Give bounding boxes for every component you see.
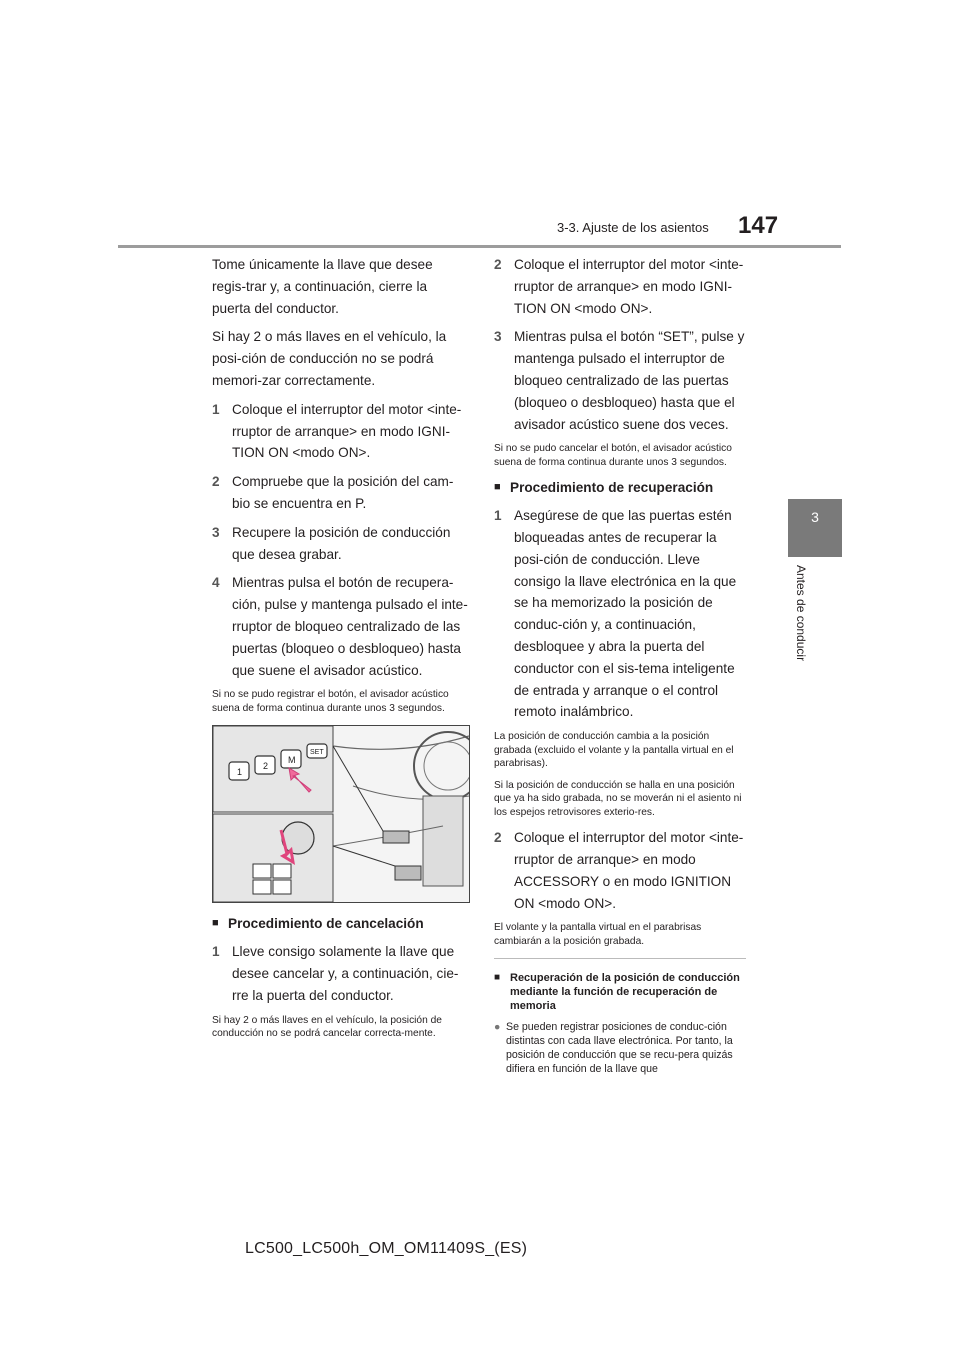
chapter-number: 3 [811, 509, 819, 525]
heading-text: Procedimiento de recuperación [510, 480, 714, 496]
heading-text: Recuperación de la posición de conducción mediante la función de recuperación de memoria [510, 972, 740, 1013]
step-number: 2 [494, 830, 502, 846]
step-text: Mientras pulsa el botón “SET”, pulse y mantenga pulsado el interruptor de bloqueo centralizado de las puertas (bloqueo o desbloqueo) hasta que el avisador acústico suene dos veces. [514, 329, 745, 432]
step-text: Coloque el interruptor del motor <inte-rruptor de arranque> en modo IGNI-TION ON <modo ON>. [232, 401, 462, 461]
page-number: 147 [738, 212, 779, 239]
step-number: 1 [494, 508, 502, 524]
section-divider [494, 958, 746, 959]
bullet-item [494, 1021, 746, 1076]
square-bullet-icon: ■ [494, 481, 501, 494]
memory-button-1-label: 1 [237, 767, 243, 778]
memory-button-2-label: 2 [263, 761, 269, 772]
note: La posición de conducción cambia a la posición grabada (excluido el volante y la pantalla virtual en el parabrisas). [494, 731, 734, 770]
bullet-text: Se pueden registrar posiciones de conduc-ción distintas con cada llave electrónica. Por tanto, la posición de conducción que se recu-pera quizás difiera en función de la llave que [506, 1021, 733, 1075]
step-number: 4 [212, 575, 220, 591]
note: Si hay 2 o más llaves en el vehículo, la posición de conducción no se podrá cancelar correcta-mente. [212, 1014, 442, 1040]
memory-heading [494, 971, 746, 1013]
paragraph: Tome únicamente la llave que desee regis-trar y, a continuación, cierre la puerta del conductor. [212, 257, 433, 316]
step-number: 2 [212, 474, 220, 490]
set-label: SET [310, 749, 324, 757]
square-bullet-icon: ■ [212, 917, 219, 930]
step [212, 941, 468, 1006]
chapter-label: Antes de conducir [794, 565, 808, 662]
step [494, 326, 746, 435]
step [212, 522, 468, 566]
square-bullet-icon: ■ [494, 972, 501, 984]
right-column [494, 254, 746, 1077]
step-text: Coloque el interruptor del motor <inte-rruptor de arranque> en modo ACCESSORY o en modo IGNITION ON <modo ON>. [514, 830, 744, 911]
illustration [213, 726, 469, 902]
step-text: Compruebe que la posición del cam-bio se encuentra en P. [232, 474, 454, 511]
note: Si no se pudo registrar el botón, el avisador acústico suena de forma continua durante unos 3 segundos. [212, 689, 449, 714]
paragraph: Si hay 2 o más llaves en el vehículo, la posi-ción de conducción no se podrá memori-zar correctamente. [212, 329, 447, 388]
step-text: Asegúrese de que las puertas estén bloqueadas antes de recuperar la posi-ción de conducción. Lleve consigo la llave electrónica en la que se ha memorizado la posición de conduc-ción y, a continuación, desbloquee y abra la puerta del conductor con el sis-tema inteligente de entrada y arranque o el control remoto inalámbrico. [514, 508, 737, 720]
step-text: Mientras pulsa el botón de recupera-ción, pulse y mantenga pulsado el inte-rruptor de bloqueo centralizado de las puertas (bloqueo o desbloqueo) hasta que suene el avisador acústico. [232, 575, 468, 678]
header-rule [118, 245, 841, 248]
step [212, 471, 468, 515]
step-number: 1 [212, 944, 220, 960]
heading-text: Procedimiento de cancelación [228, 916, 424, 932]
note: Si la posición de conducción se halla en una posición que ya ha sido grabada, no se moverán ni el asiento ni los espejos retrovisores exterio-res. [494, 779, 742, 818]
step-number: 3 [494, 329, 502, 345]
step [494, 254, 746, 319]
step-text: Lleve consigo solamente la llave que desee cancelar y, a continuación, cie-rre la puerta del conductor. [232, 944, 459, 1003]
step [494, 505, 746, 723]
left-column [212, 254, 468, 1049]
chapter-tab [788, 499, 842, 557]
step-number: 2 [494, 257, 502, 272]
step-number: 3 [212, 524, 220, 540]
recovery-heading [494, 477, 746, 499]
note: El volante y la pantalla virtual en el parabrisas cambiarán a la posición grabada. [494, 922, 702, 947]
header-section-title: 3-3. Ajuste de los asientos [557, 220, 709, 235]
step [212, 399, 468, 464]
circle-bullet-icon: ● [494, 1021, 501, 1034]
memory-button-3-label: M [288, 755, 296, 766]
step [494, 827, 746, 914]
step-text: Coloque el interruptor del motor <inte-rruptor de arranque> en modo IGNI-TION ON <modo ON>. [514, 257, 744, 316]
step-number: 1 [212, 401, 220, 417]
step-text: Recupere la posición de conducción que desea grabar. [232, 524, 451, 562]
step [212, 572, 468, 681]
cancel-heading [212, 913, 468, 935]
memory-switch-figure [212, 725, 470, 903]
note: Si no se pudo cancelar el botón, el avisador acústico suena de forma continua durante unos 3 segundos. [494, 443, 732, 468]
document-code: LC500_LC500h_OM_OM11409S_(ES) [245, 1240, 528, 1257]
